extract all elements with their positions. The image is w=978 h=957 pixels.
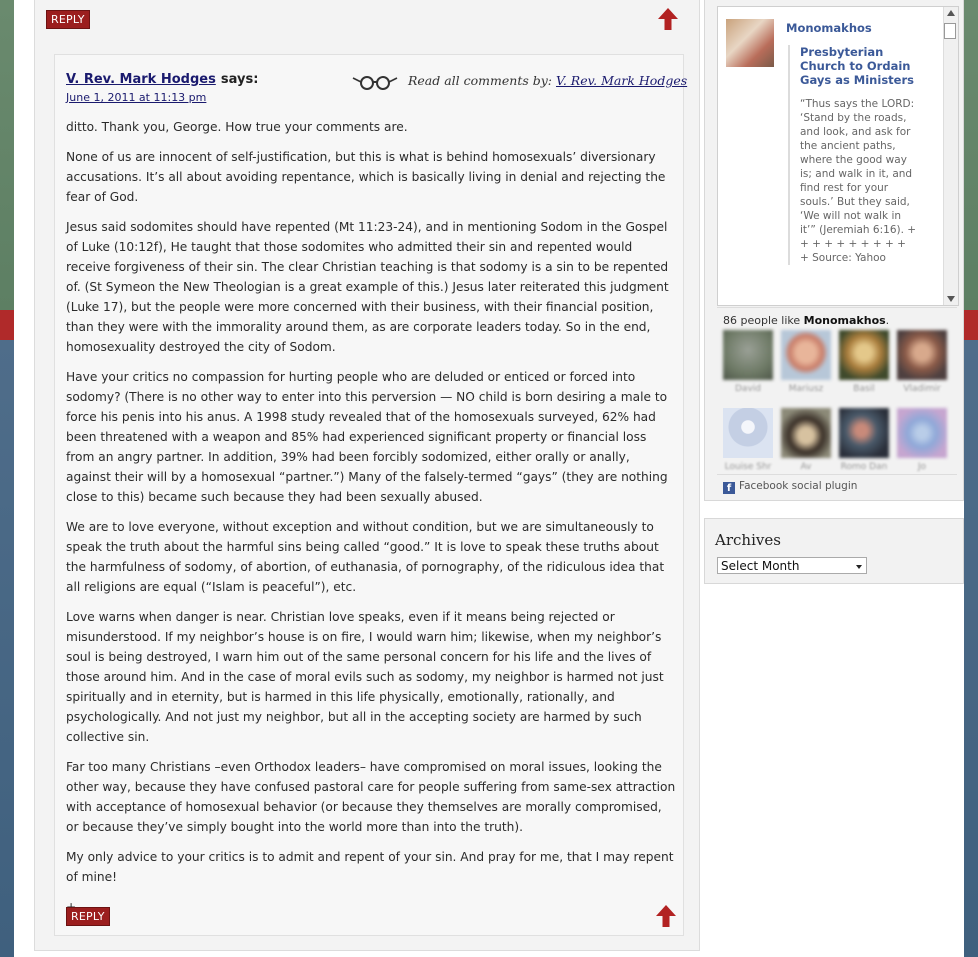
fan-name: Mariusz <box>788 384 824 394</box>
likes-count-text: 86 people like <box>723 314 801 327</box>
fan-avatar[interactable] <box>781 408 831 458</box>
back-to-top-arrow-icon[interactable] <box>656 905 676 927</box>
feed-post <box>788 45 918 265</box>
fan-name: Vladimir <box>903 384 941 394</box>
divider <box>717 474 957 475</box>
scroll-up-icon[interactable] <box>947 10 955 16</box>
likes-count <box>723 314 889 327</box>
feed-post-title[interactable]: Presbyterian Church to Ordain Gays as Ministers <box>800 45 914 87</box>
feed-page-name[interactable]: Monomakhos <box>786 21 872 35</box>
comment-body <box>66 117 678 927</box>
archives-month-select[interactable] <box>717 557 867 574</box>
fan-avatar[interactable] <box>723 408 773 458</box>
comment-paragraph: Love warns when danger is near. Christian love speaks, even if it means being rejected or misunderstood. If my neighbor’s house is on fire, I would warn him; likewise, when my neighbor’s soul is being destroyed, I warn him out of the same personal concern for his life and the lives of those around him. And in the case of moral evils such as sodomy, my neighbor is harmed not just spiritually and in eternity, but is harmed in this life physically, emotionally, rationally, and psychologically. And not just my neighbor, but all in the accepting society are harmed by such collective sin. <box>66 610 664 744</box>
read-all-comments <box>352 73 687 90</box>
fan-name: Jo <box>917 462 927 472</box>
fan-avatar[interactable] <box>781 330 831 380</box>
facebook-plugin-footer <box>723 480 857 494</box>
facebook-like-box <box>704 0 964 501</box>
facebook-icon: f <box>723 482 735 494</box>
comment-paragraph: My only advice to your critics is to admit and repent of your sin. And pray for me, that I may repent of mine! <box>66 850 674 884</box>
comment-footer <box>66 905 676 929</box>
read-all-author-link[interactable]: V. Rev. Mark Hodges <box>556 73 688 88</box>
fan-name: Av <box>800 462 812 472</box>
likes-suffix: . <box>885 314 890 327</box>
comment-paragraph: ditto. Thank you, George. How true your comments are. <box>66 120 408 134</box>
fan-name: Romo Dan <box>840 462 888 472</box>
scrollbar-thumb[interactable] <box>944 23 956 39</box>
reply-button[interactable]: REPLY <box>66 907 110 926</box>
comment-paragraph: Far too many Christians –even Orthodox leaders– have compromised on moral issues, looking the other way, because they have confused pastoral care for people suffering from same-sex attraction with acceptance of homosexual behavior (or because they themselves are morally compromised, or because they’ve simply bought into the world more than into the truth). <box>66 760 676 834</box>
feed-post-text: “Thus says the LORD: ‘Stand by the roads, and look, and ask for the ancient paths, where the good way is; and walk in it, and find rest for your souls.’ But they said, ‘We will not walk in it’” (Jeremiah 6:16). + + + + + + + + + + + Source: Yahoo <box>800 98 917 264</box>
fan-avatar[interactable] <box>839 408 889 458</box>
back-to-top-arrow-icon[interactable] <box>658 8 678 30</box>
comment <box>54 54 688 936</box>
reply-button[interactable]: REPLY <box>46 10 90 29</box>
comment-paragraph: None of us are innocent of self-justification, but this is what is behind homosexuals’ diversionary accusations. It’s all about avoiding repentance, which is basically living in denial and rejecting the fear of God. <box>66 150 666 204</box>
previous-comment-footer <box>46 8 686 38</box>
right-decorative-border <box>964 0 978 957</box>
left-decorative-border <box>0 0 14 957</box>
fan-avatar[interactable] <box>897 330 947 380</box>
comment-author-link[interactable]: V. Rev. Mark Hodges <box>66 72 216 87</box>
chevron-down-icon <box>856 565 862 569</box>
likes-page-name[interactable]: Monomakhos <box>803 314 886 327</box>
page-content <box>14 0 964 957</box>
fan-avatar[interactable] <box>723 330 773 380</box>
glasses-icon <box>352 74 398 90</box>
comment-paragraph: Jesus said sodomites should have repented (Mt 11:23-24), and in mentioning Sodom in the Gospel of Luke (10:12f), He taught that those sodomites who admitted their sin and repented would receive forgiveness of their sin. The clear Christian teaching is that sodomy is a sin to be repented of. (St Symeon the New Theologian is a great example of this.) Jesus later reiterated this judgment (Luke 17), but the people were more concerned with their business, with their financial position, than they were with the immorality around them, as are corporate leaders today. So in the end, homosexuality destroyed the city of Sodom. <box>66 220 669 354</box>
fan-avatar[interactable] <box>897 408 947 458</box>
fan-name: Louise Shr <box>724 462 772 472</box>
scroll-down-icon[interactable] <box>947 296 955 302</box>
fan-name: Basil <box>853 384 875 394</box>
archives-widget <box>704 518 964 584</box>
archives-select-value: Select Month <box>721 559 800 573</box>
facebook-feed[interactable] <box>717 6 959 306</box>
comment-date-link[interactable]: June 1, 2011 at 11:13 pm <box>66 91 207 104</box>
feed-scrollbar[interactable] <box>943 7 958 305</box>
fan-name: David <box>735 384 761 394</box>
divider <box>717 307 957 308</box>
page-avatar[interactable] <box>726 19 774 67</box>
comment-paragraph: Have your critics no compassion for hurting people who are deluded or enticed or forced into sodomy? (There is no other way to enter into this perversion — NO child is born desiring a male to force his penis into his anus. A 1998 study revealed that of the homosexuals surveyed, 62% had been threatened with a weapon and 85% had experienced significant property or financial loss from an angry partner. In addition, 39% had been forcibly sodomized, either orally or anally, against their will by a homosexual “partner.”) Many of the falsely-termed “gays” (they are nothing close to this) became such because they had been sexually abused. <box>66 370 668 504</box>
archives-title: Archives <box>715 531 781 549</box>
read-all-label: Read all comments by: <box>407 73 553 88</box>
fan-avatar[interactable] <box>839 330 889 380</box>
comment-paragraph: We are to love everyone, without exception and without condition, but we are simultaneously to speak the truth about the harmful sins being called “good.” It is love to speak these truths about the harmfulness of sodomy, of abortion, of euthanasia, of pornography, of the ridiculous idea that all religions are equal (“Islam is peaceful”), etc. <box>66 520 665 594</box>
facebook-plugin-link[interactable]: Facebook social plugin <box>739 480 858 492</box>
comment-says-label: says: <box>220 72 259 87</box>
